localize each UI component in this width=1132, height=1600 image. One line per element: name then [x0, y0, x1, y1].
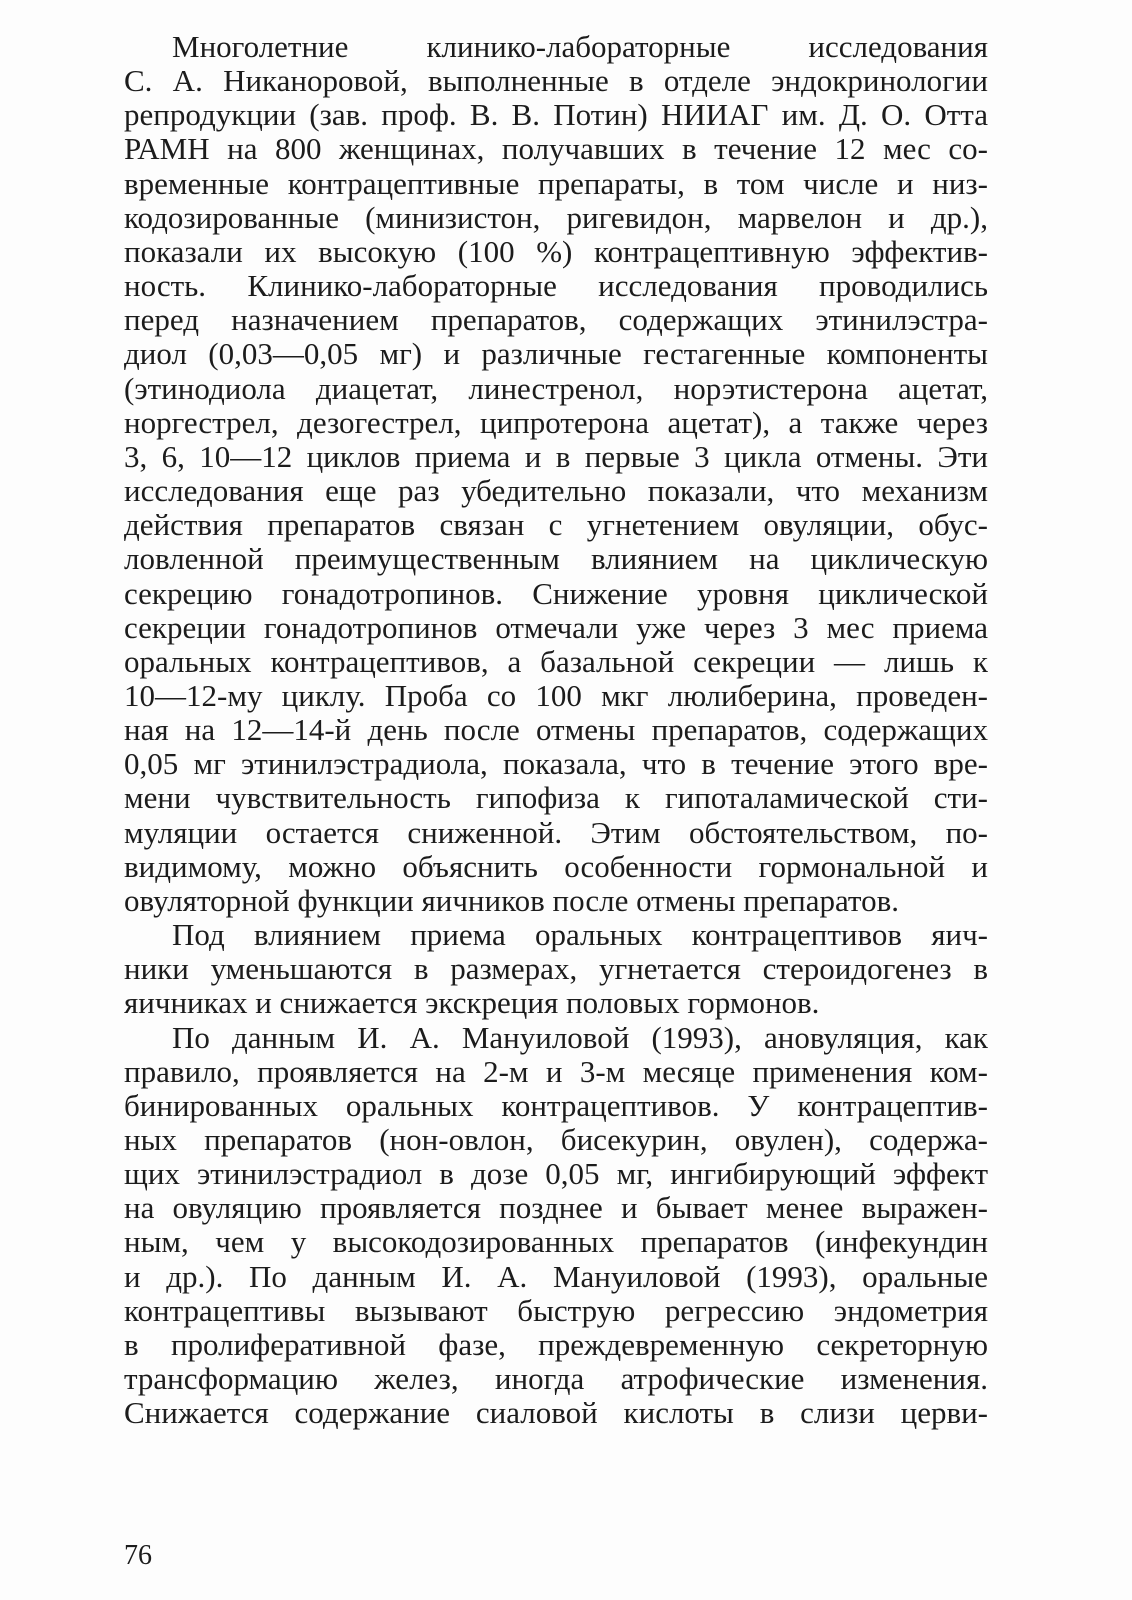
- text-line: показали их высокую (100 %) контрацептивную эффектив-: [124, 233, 988, 269]
- text-line: Многолетние клинико-лабораторные исследования: [172, 29, 988, 64]
- text-line: исследования еще раз убедительно показали, что механизм: [124, 473, 988, 509]
- text-line: ность. Клинико-лабораторные исследования проводились: [124, 268, 988, 304]
- text-line: диол (0,03—0,05 мг) и различные гестагенные компоненты: [124, 336, 988, 372]
- text-line: (этинодиола диацетат, линестренол, норэтистерона ацетат,: [124, 370, 988, 406]
- text-line: репродукции (зав. проф. В. В. Потин) НИИАГ им. Д. О. Отта: [124, 97, 988, 133]
- text-line: яичниках и снижается экскреция половых гормонов.: [124, 985, 820, 1021]
- paragraph: [124, 30, 988, 918]
- text-line: кодозированные (минизистон, ригевидон, марвелон и др.),: [124, 199, 988, 235]
- text-line: бинированных оральных контрацептивов. У контрацептив-: [124, 1087, 988, 1123]
- text-line: ная на 12—14-й день после отмены препаратов, содержащих: [124, 712, 988, 748]
- text-line: муляции остается сниженной. Этим обстоятельством, по-: [124, 814, 988, 850]
- text-line: ным, чем у высокодозированных препаратов (инфекундин: [124, 1224, 988, 1260]
- text-line: Снижается содержание сиаловой кислоты в слизи церви-: [124, 1395, 988, 1431]
- text-line: временные контрацептивные препараты, в том числе и низ-: [124, 165, 988, 201]
- text-line: правило, проявляется на 2-м и 3-м месяце применения ком-: [124, 1053, 988, 1089]
- page-number: 76: [124, 1540, 152, 1571]
- text-line: ловленной преимущественным влиянием на циклическую: [124, 541, 988, 577]
- text-line: мени чувствительность гипофиза к гипоталамической сти-: [124, 780, 988, 816]
- text-line: оральных контрацептивов, а базальной секреции — лишь к: [124, 643, 988, 679]
- text-line: и др.). По данным И. А. Мануиловой (1993), оральные: [124, 1258, 988, 1294]
- paragraph: [124, 918, 988, 1020]
- text-line: ники уменьшаются в размерах, угнетается стероидогенез в: [124, 951, 988, 987]
- text-line: щих этинилэстрадиол в дозе 0,05 мг, ингибирующий эффект: [124, 1156, 988, 1192]
- text-line: 3, 6, 10—12 циклов приема и в первые 3 цикла отмены. Эти: [124, 438, 988, 474]
- text-line: РАМН на 800 женщинах, получавших в течение 12 мес со-: [124, 131, 988, 167]
- text-line: действия препаратов связан с угнетением овуляции, обус-: [124, 507, 988, 543]
- text-line: По данным И. А. Мануиловой (1993), ановуляция, как: [172, 1019, 988, 1055]
- text-line: Под влиянием приема оральных контрацептивов яич-: [172, 917, 988, 953]
- text-line: трансформацию желез, иногда атрофические изменения.: [124, 1361, 988, 1397]
- text-line: видимому, можно объяснить особенности гормональной и: [124, 848, 988, 884]
- text-line: 0,05 мг этинилэстрадиола, показала, что в течение этого вре-: [124, 746, 988, 782]
- paragraph: [124, 1021, 988, 1431]
- text-line: на овуляцию проявляется позднее и бывает менее выражен-: [124, 1190, 988, 1226]
- text-line: 10—12-му циклу. Проба со 100 мкг люлиберина, проведен-: [124, 677, 988, 713]
- text-line: перед назначением препаратов, содержащих этинилэстра-: [124, 302, 988, 338]
- text-line: С. А. Никаноровой, выполненные в отделе эндокринологии: [124, 63, 988, 99]
- text-line: секрецию гонадотропинов. Снижение уровня циклической: [124, 575, 988, 611]
- text-line: секреции гонадотропинов отмечали уже через 3 мес приема: [124, 609, 988, 645]
- text-line: овуляторной функции яичников после отмены препаратов.: [124, 882, 899, 918]
- text-line: в пролиферативной фазе, преждевременную секреторную: [124, 1326, 988, 1362]
- text-line: ных препаратов (нон-овлон, бисекурин, овулен), содержа-: [124, 1122, 988, 1157]
- text-line: контрацептивы вызывают быструю регрессию эндометрия: [124, 1292, 988, 1328]
- text-line: норгестрел, дезогестрел, ципротерона ацетат), а также через: [124, 404, 988, 440]
- body-text: [124, 30, 988, 1430]
